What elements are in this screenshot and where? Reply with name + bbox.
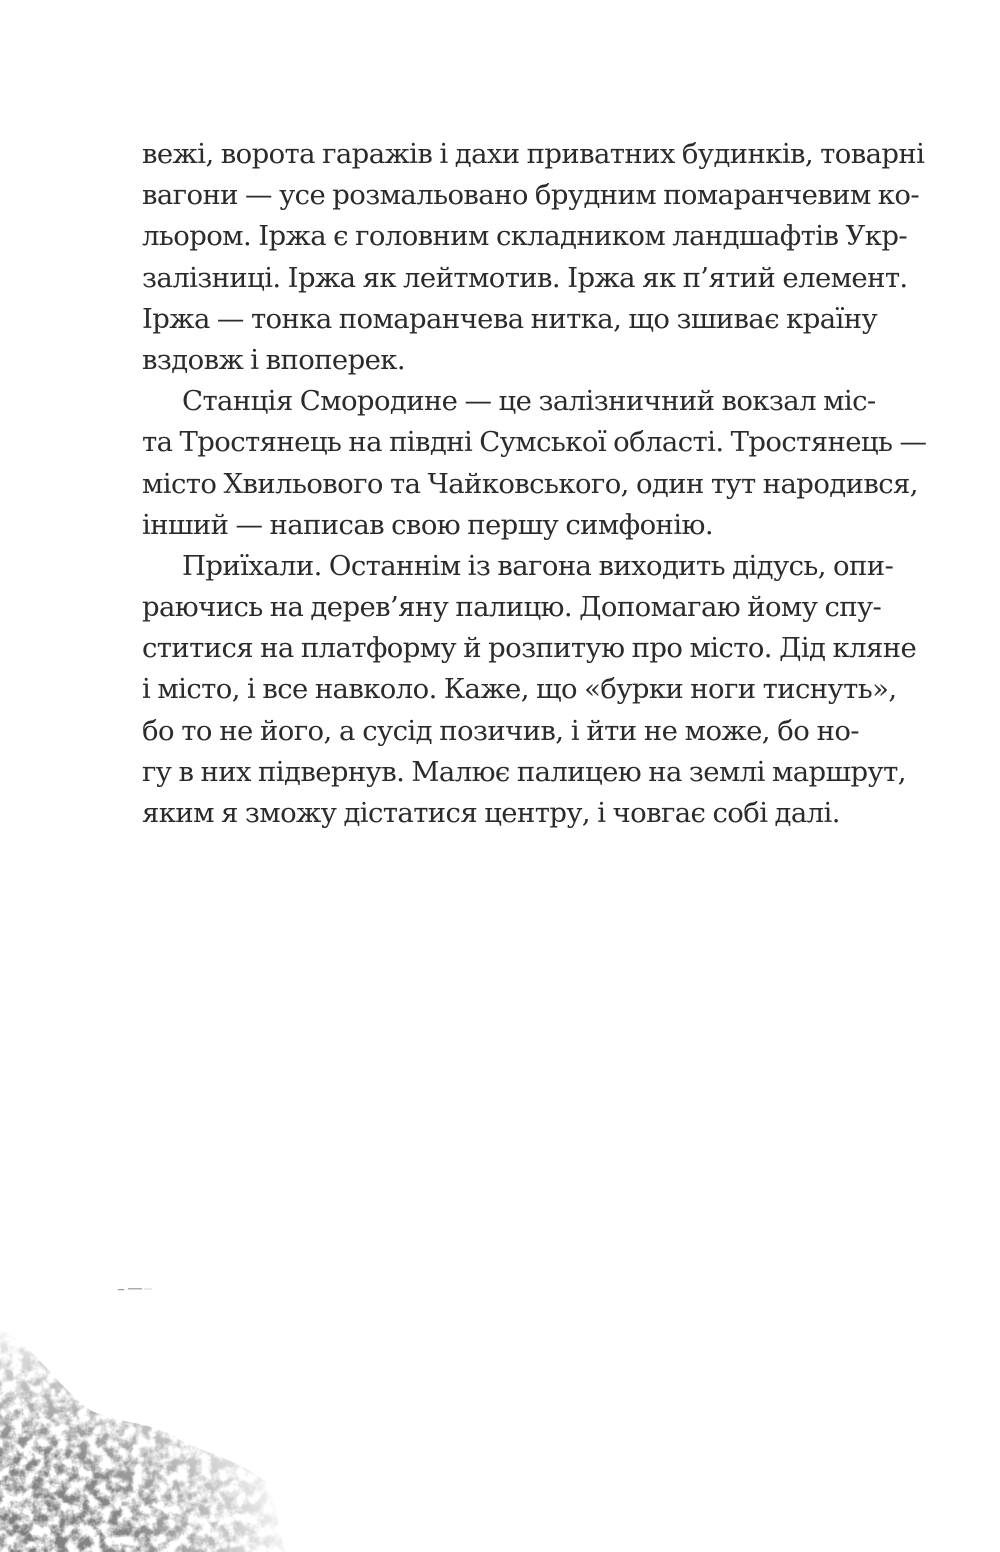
text-line: гу в них підвернув. Малює палицею на землі маршрут, — [142, 755, 906, 788]
paragraph-1 — [142, 134, 925, 381]
text-line: Приїхали. Останнім із вагона виходить дідусь, опи- — [182, 549, 894, 582]
text-line: льором. Іржа є головним складником ландшафтів Укр- — [142, 220, 908, 253]
text-line: Станція Смородине — це залізничний вокзал міс- — [182, 385, 876, 418]
paragraph-3 — [142, 546, 917, 834]
text-line: місто Хвильового та Чайковського, один тут народився, — [142, 467, 918, 500]
text-line: раючись на дерев’яну палицю. Допомагаю йому спу- — [142, 591, 882, 624]
text-line: і місто, і все навколо. Каже, що «бурки ноги тиснуть», — [142, 673, 897, 706]
paragraph-2 — [142, 381, 927, 546]
text-line: Іржа — тонка помаранчева нитка, що зшиває країну — [142, 302, 878, 335]
text-line: вежі, ворота гаражів і дахи приватних будинків, товарні — [142, 138, 925, 170]
text-line: інший — написав свою першу симфонію. — [142, 508, 713, 541]
text-line: яким я зможу дістатися центру, і човгає собі далі. — [142, 797, 840, 829]
text-line: вздовж і впоперек. — [142, 343, 406, 376]
body-text — [142, 134, 927, 834]
grunge-texture-decoration — [0, 1270, 300, 1552]
text-line: залізниці. Іржа як лейтмотив. Іржа як п’ятий елемент. — [142, 261, 908, 294]
text-line: бо то не його, а сусід позичив, і йти не може, бо но- — [142, 714, 859, 747]
grunge-speck-decoration — [118, 1287, 164, 1291]
text-line: та Тростянець на півдні Сумської області. Тростянець — — [142, 426, 927, 459]
text-line: вагони — усе розмальовано брудним помаранчевим ко- — [142, 179, 920, 212]
text-line: ститися на платформу й розпитую про місто. Дід кляне — [142, 632, 917, 665]
